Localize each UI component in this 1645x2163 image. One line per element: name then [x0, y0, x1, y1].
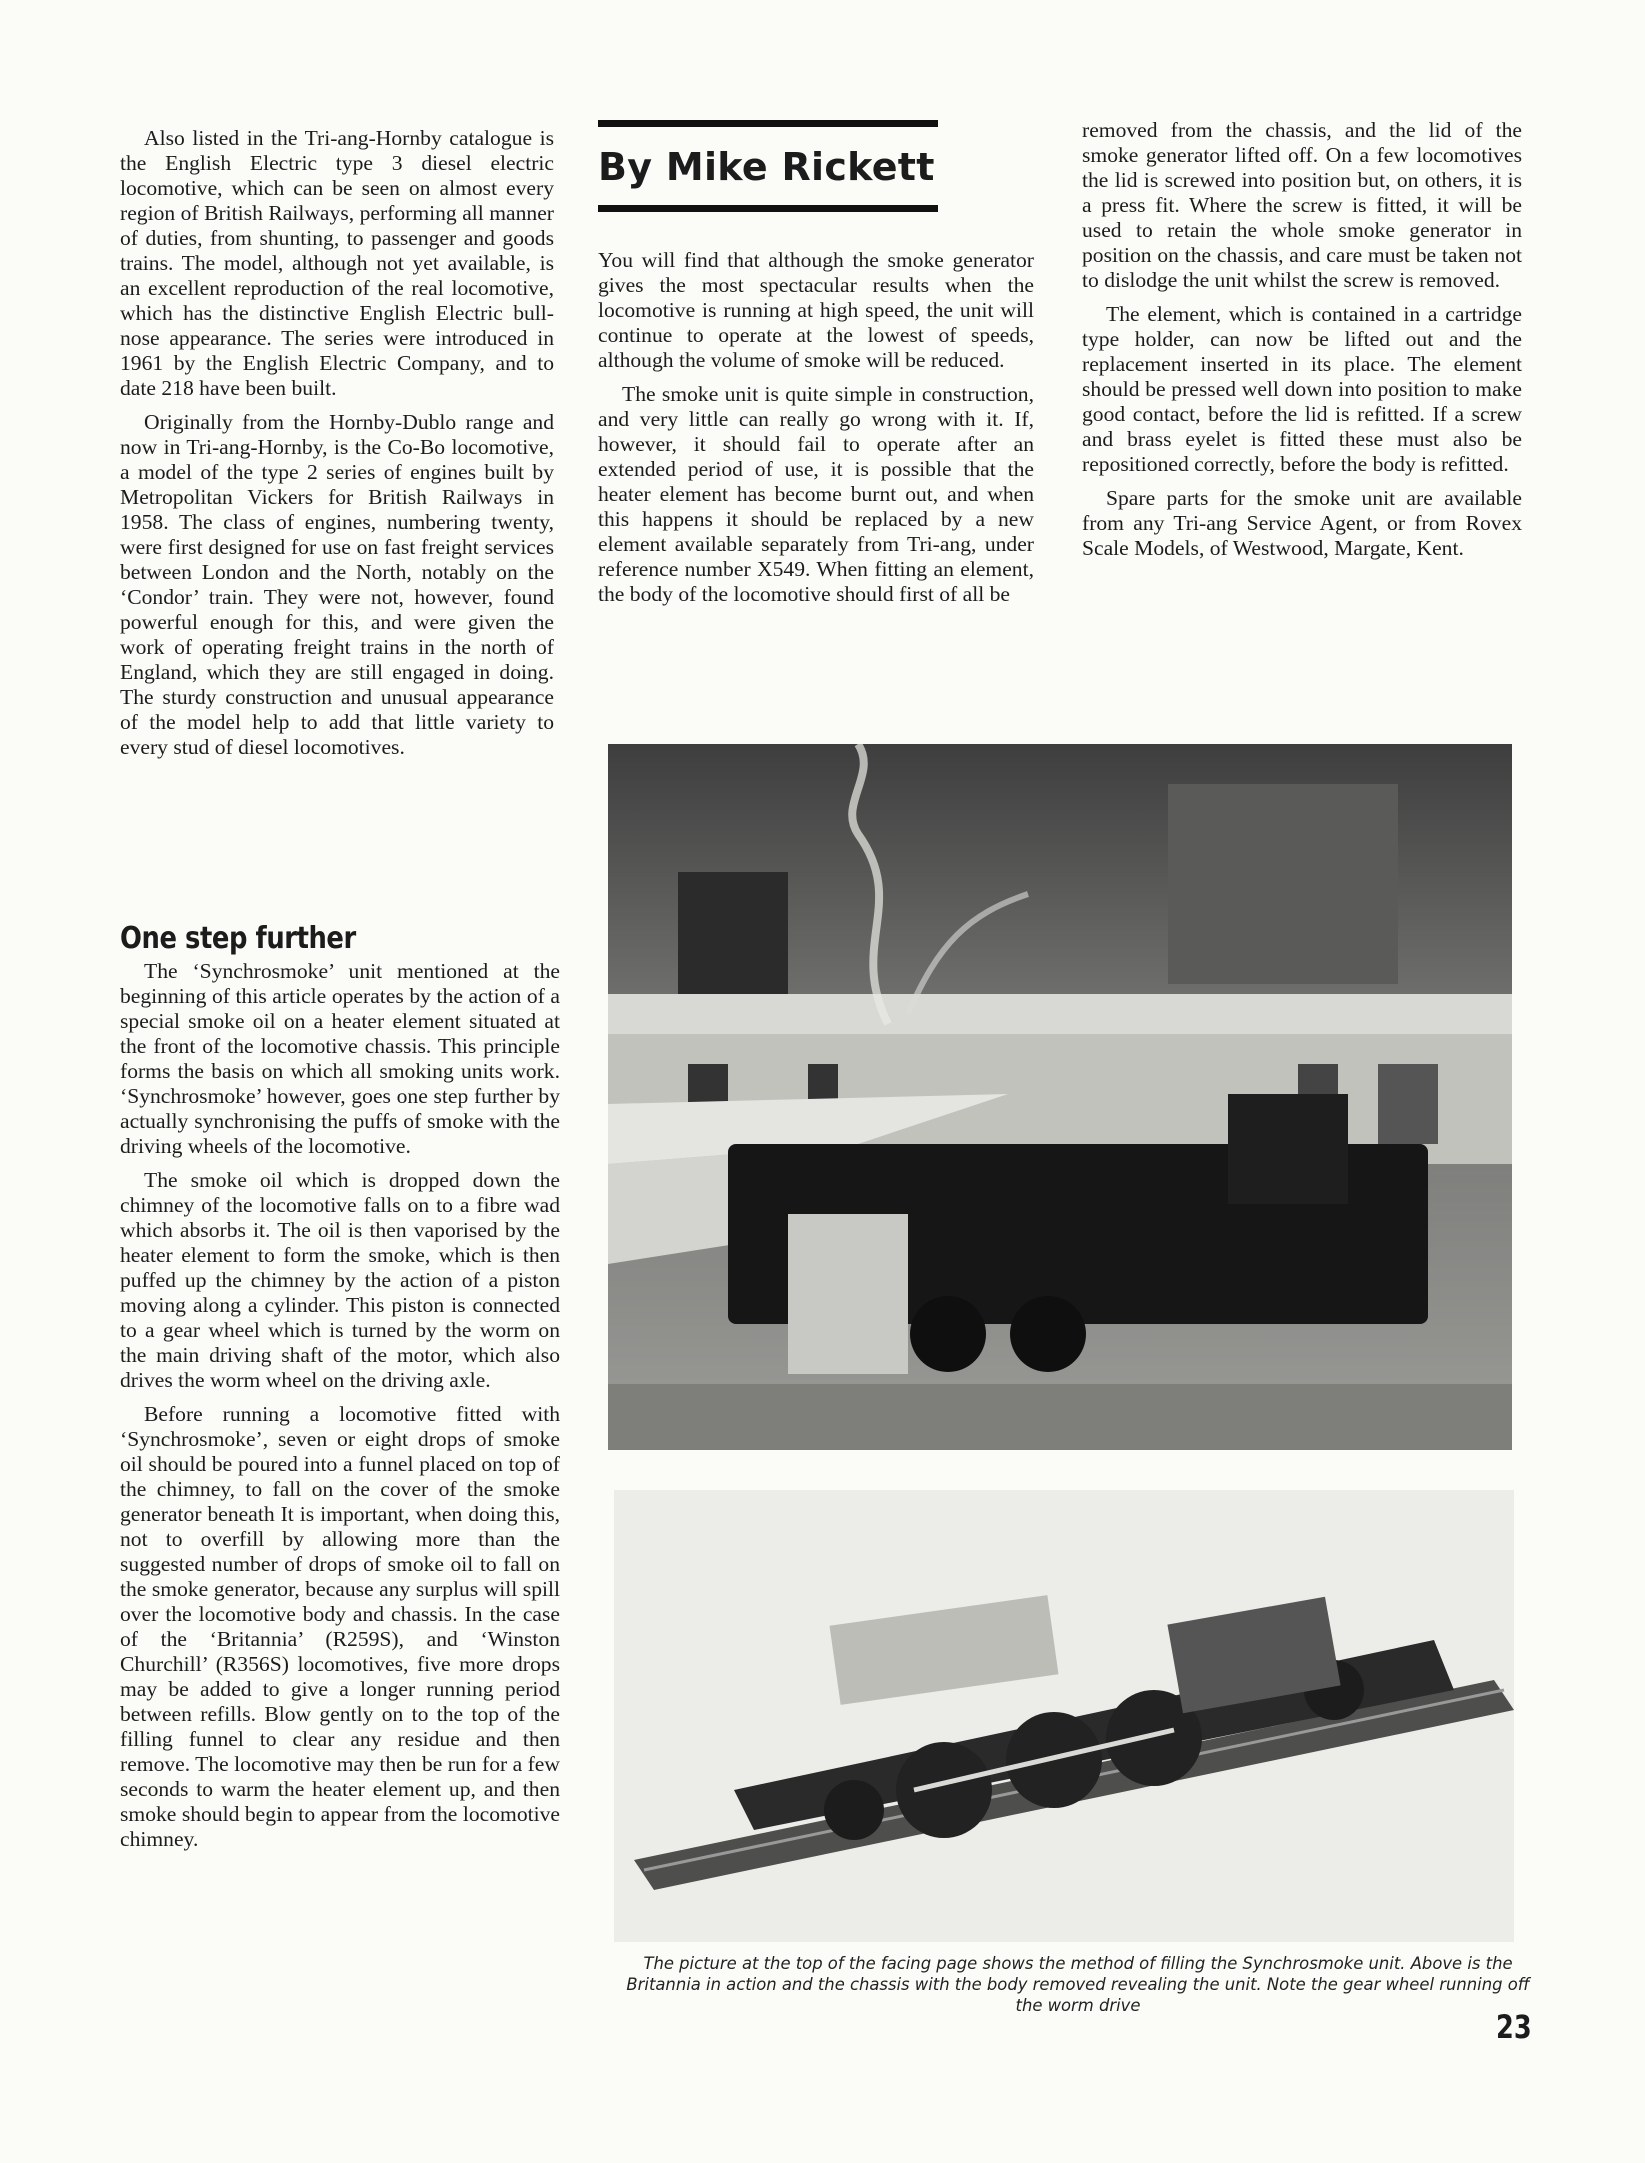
- photo-chassis-synchrosmoke-unit: [614, 1490, 1514, 1942]
- byline-rule-top: [598, 120, 938, 127]
- page-number: 23: [1496, 2008, 1532, 2046]
- byline-rule-bottom: [598, 205, 938, 212]
- section-subhead: One step further: [120, 921, 356, 956]
- left-column-top: [120, 126, 554, 769]
- byline: By Mike Rickett: [598, 145, 935, 189]
- paragraph: The smoke unit is quite simple in construction, and very little can really go wrong with it. If, however, it should fail to operate after an extended period of use, it is possible that the heater element has become burnt out, and when this happens it should be replaced by a new element available separately from Tri-ang, under reference number X549. When fitting an element, the body of the locomotive should first of all be: [598, 382, 1034, 606]
- paragraph: removed from the chassis, and the lid of the smoke generator lifted off. On a few locomotives the lid is screwed into position but, on others, it is a press fit. Where the screw is fitted, it will be used to retain the whole smoke generator in position on the chassis, and care must be taken not to dislodge the unit whilst the screw is removed.: [1082, 118, 1522, 292]
- photo-britannia-in-action: [608, 744, 1512, 1450]
- right-column: [1082, 118, 1522, 570]
- byline-block: [598, 120, 938, 212]
- paragraph: The element, which is contained in a cartridge type holder, can now be lifted out and the replacement inserted in its place. The element should be pressed well down into position to make good contact, before the lid is refitted. If a screw and brass eyelet is fitted these must also be repositioned correctly, before the body is refitted.: [1082, 302, 1522, 476]
- paragraph: Also listed in the Tri-ang-Hornby catalogue is the English Electric type 3 diesel electric locomotive, which can be seen on almost every region of British Railways, performing all manner of duties, from shunting, to passenger and goods trains. The model, although not yet available, is an excellent reproduction of the real locomotive, which has the distinctive English Electric bull-nose appearance. The series were introduced in 1961 by the English Electric Company, and to date 218 have been built.: [120, 126, 554, 400]
- paragraph: The smoke oil which is dropped down the chimney of the locomotive falls on to a fibre wad which absorbs it. The oil is then vaporised by the heater element to form the smoke, which is then puffed up the chimney by the action of a piston moving along a cylinder. This piston is connected to a gear wheel which is turned by the worm on the main driving shaft of the motor, which also drives the worm wheel on the driving axle.: [120, 1168, 560, 1392]
- photo-caption: The picture at the top of the facing page shows the method of filling the Synchrosmoke unit. Above is the Britannia in action and the chassis with the body removed revealing the unit. Note the gear wheel running off the worm drive: [626, 1954, 1530, 2015]
- paragraph: The ‘Synchrosmoke’ unit mentioned at the beginning of this article operates by the action of a special smoke oil on a heater element situated at the front of the locomotive chassis. This principle forms the basis on which all smoking units work. ‘Synchrosmoke’ however, goes one step further by actually synchronising the puffs of smoke with the driving wheels of the locomotive.: [120, 959, 560, 1158]
- middle-column: [598, 248, 1034, 616]
- paragraph: You will find that although the smoke generator gives the most spectacular results when the locomotive is running at high speed, the unit will continue to operate at the lowest of speeds, although the volume of smoke will be reduced.: [598, 248, 1034, 372]
- paragraph: Spare parts for the smoke unit are available from any Tri-ang Service Agent, or from Rovex Scale Models, of Westwood, Margate, Kent.: [1082, 486, 1522, 560]
- paragraph: Originally from the Hornby-Dublo range and now in Tri-ang-Hornby, is the Co-Bo locomotive, a model of the type 2 series of engines built by Metropolitan Vickers for British Railways in 1958. The class of engines, numbering twenty, were first designed for use on fast freight services between London and the North, notably on the ‘Condor’ train. They were not, however, found powerful enough for this, and were given the work of operating freight trains in the north of England, which they are still engaged in doing. The sturdy construction and unusual appearance of the model help to add that little variety to every stud of diesel locomotives.: [120, 410, 554, 759]
- paragraph: Before running a locomotive fitted with ‘Synchrosmoke’, seven or eight drops of smoke oil should be poured into a funnel placed on top of the chimney, to fall on the cover of the smoke generator beneath It is important, when doing this, not to overfill by allowing more than the suggested number of drops of smoke oil to fall on the smoke generator, because any surplus will spill over the locomotive body and chassis. In the case of the ‘Britannia’ (R259S), and ‘Winston Churchill’ (R356S) locomotives, five more drops may be added to give a longer running period between refills. Blow gently on to the top of the filling funnel to clear any residue and then remove. The locomotive may then be run for a few seconds to warm the heater element up, and then smoke should begin to appear from the locomotive chimney.: [120, 1402, 560, 1851]
- left-column-bottom: [120, 921, 560, 1861]
